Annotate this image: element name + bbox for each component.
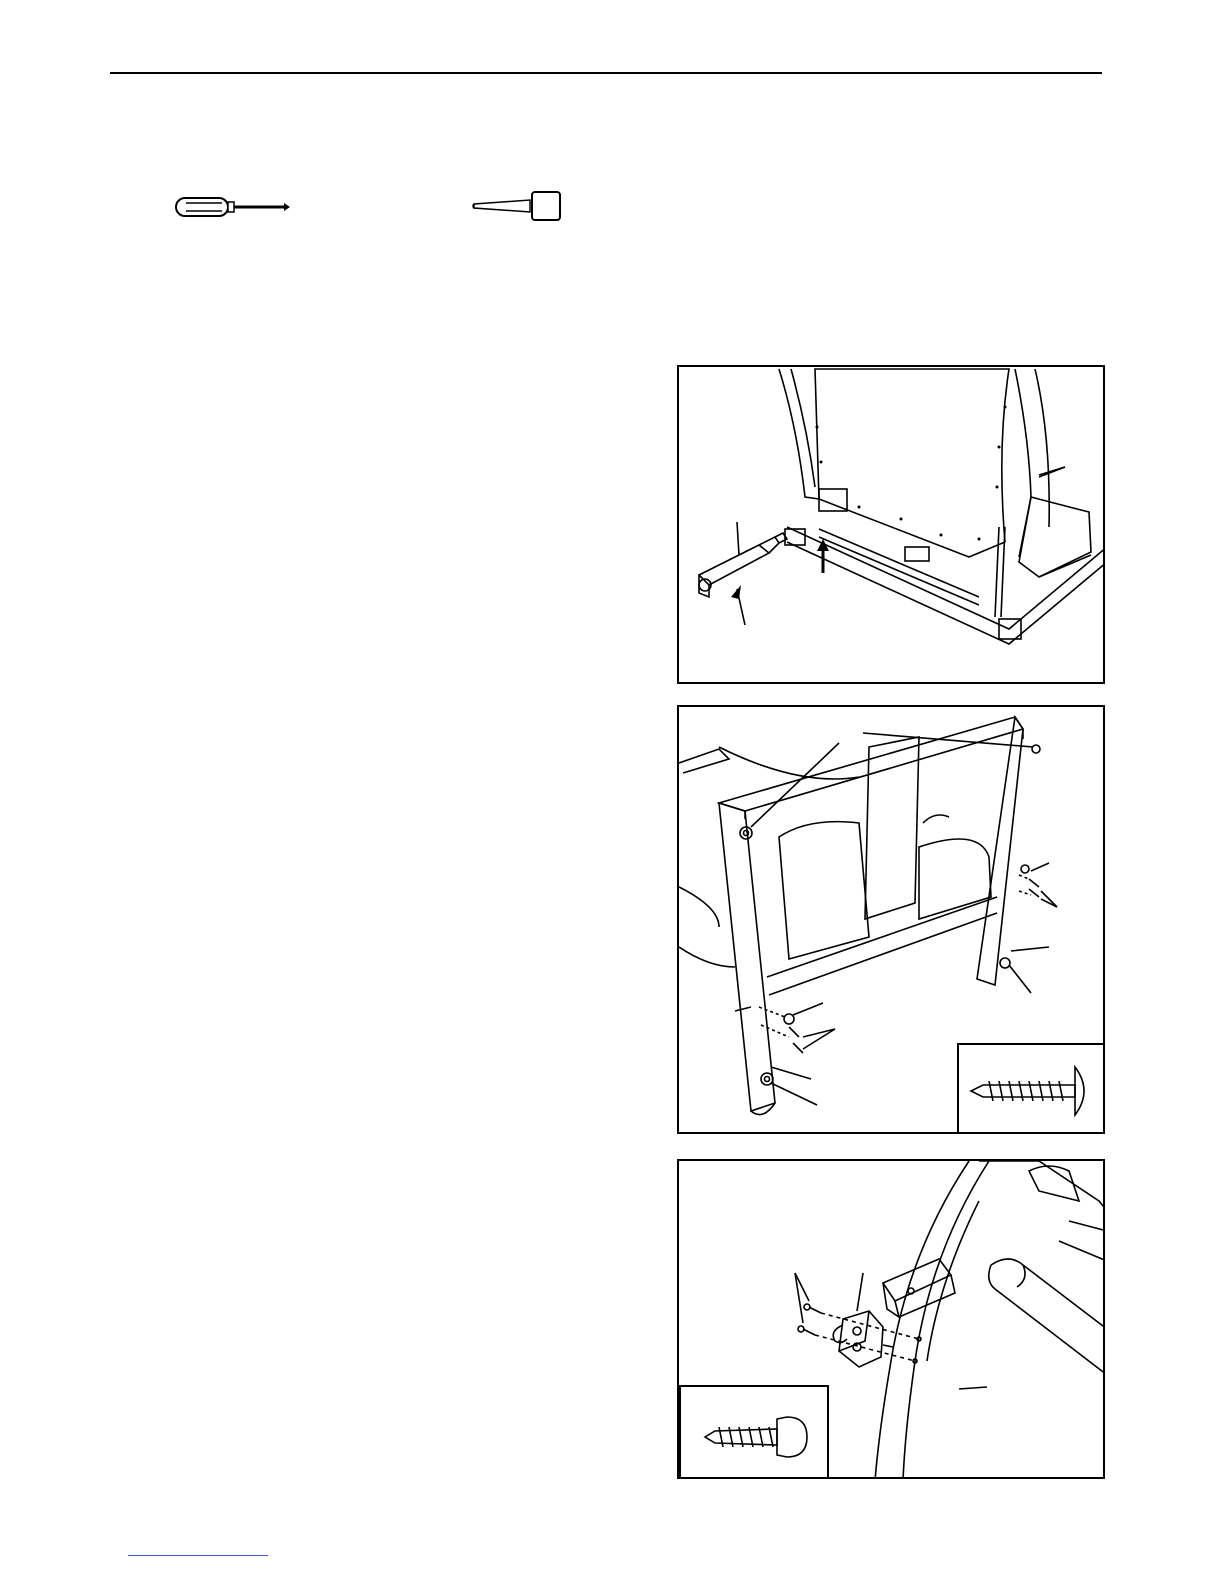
screwdriver-icon (172, 192, 292, 227)
figure-1-panel (677, 365, 1105, 684)
figure-2-screw-inset (957, 1043, 1105, 1134)
footer-link-underline[interactable] (128, 1555, 268, 1556)
self-tapping-screw-icon (959, 1045, 1105, 1134)
figure-2-panel (677, 705, 1105, 1134)
figure-3-screw-inset (679, 1385, 829, 1479)
figure-1-illustration (679, 367, 1105, 684)
mallet-icon (470, 188, 570, 229)
pan-head-screw-icon (681, 1387, 827, 1479)
figure-3-panel (677, 1159, 1105, 1479)
header-rule (110, 72, 1102, 74)
